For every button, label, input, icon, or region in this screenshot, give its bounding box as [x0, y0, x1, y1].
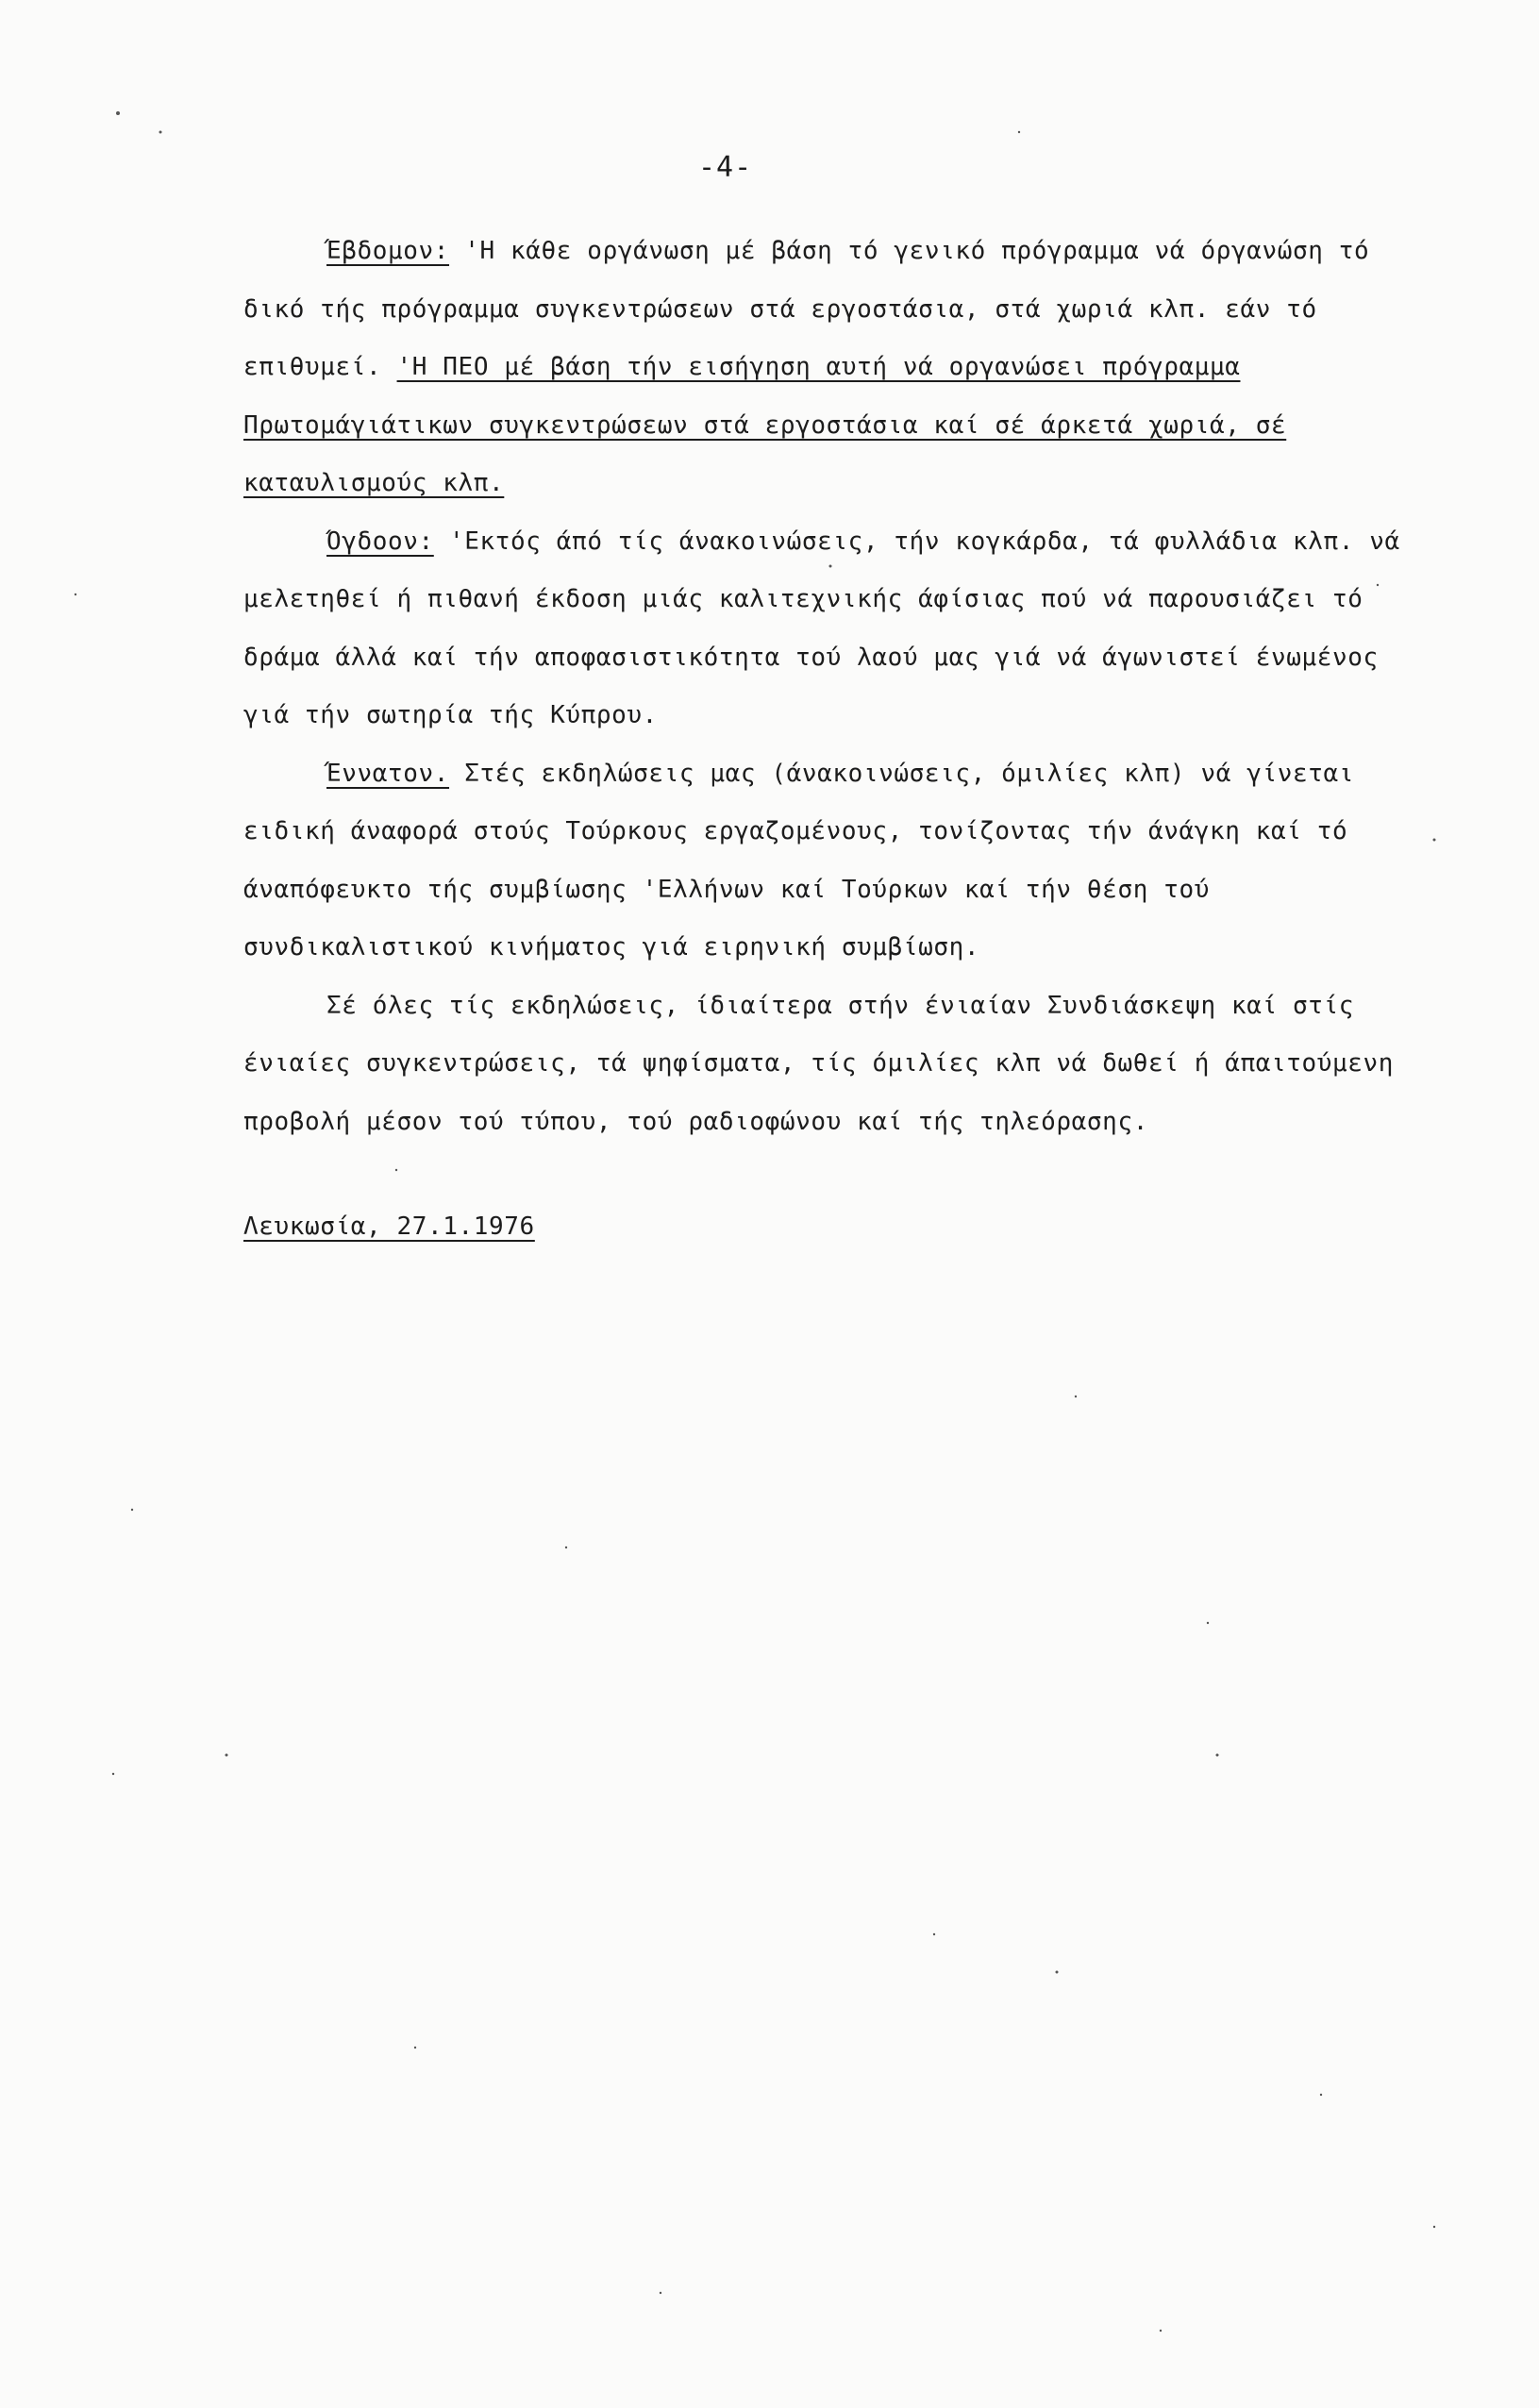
paragraph-seventh: [243, 223, 1432, 513]
place-date: Λευκωσία, 27.1.1976: [243, 1212, 535, 1241]
paragraph-final: [243, 978, 1432, 1152]
page-number: -4-: [698, 151, 753, 184]
body-text: [243, 223, 1432, 1151]
heading-seventh: Έβδομον:: [326, 237, 450, 265]
text-ninth: Στές εκδηλώσεις μας (άνακοινώσεις, όμιλίες κλπ) νά γίνεται ειδική άναφορά στούς Τούρκους εργαζομένους, τονίζοντας τήν άνάγκη καί τό άναπόφευκτο τής συμβίωσης 'Ελλήνων καί Τούρκων καί τήν θέση τού συνδικαλιστικού κινήματος γιά ειρηνική συμβίωση.: [243, 759, 1354, 962]
text-eighth: 'Εκτός άπό τίς άνακοινώσεις, τήν κογκάρδα, τά φυλλάδια κλπ. νά μελετηθεί ή πιθανή έκδοση μιάς καλιτεχνικής άφίσιας πού νά παρουσιάζει τό δράμα άλλά καί τήν αποφασιστικότητα τού λαού μας γιά νά άγωνιστεί ένωμένος γιά τήν σωτηρία τής Κύπρου.: [243, 527, 1400, 729]
heading-ninth: Έννατον.: [326, 759, 450, 788]
text-final: Σέ όλες τίς εκδηλώσεις, ίδιαίτερα στήν ένιαίαν Συνδιάσκεψη καί στίς ένιαίες συγκεντρώσεις, τά ψηφίσματα, τίς όμιλίες κλπ νά δωθεί ή άπαιτούμενη προβολή μέσον τού τύπου, τού ραδιοφώνου καί τής τηλεόρασης.: [243, 991, 1394, 1136]
underlined-seventh: 'Η ΠΕΟ μέ βάση τήν εισήγηση αυτή νά οργανώσει πρόγραμμα Πρωτομάγιάτικων συγκεντρώσεων στά εργοστάσια καί σέ άρκετά χωριά, σέ καταυλισμούς κλπ.: [243, 353, 1287, 497]
paragraph-eighth: [243, 513, 1432, 745]
paragraph-ninth: [243, 745, 1432, 978]
heading-eighth: Όγδοον:: [326, 527, 434, 556]
closing-line: [243, 1208, 535, 1246]
text-seventh: 'Η κάθε οργάνωση μέ βάση τό γενικό πρόγραμμα νά όργανώση τό δικό τής πρόγραμμα συγκεντρώσεων στά εργοστάσια, στά χωριά κλπ. εάν τό επιθυμεί.: [243, 237, 1370, 381]
